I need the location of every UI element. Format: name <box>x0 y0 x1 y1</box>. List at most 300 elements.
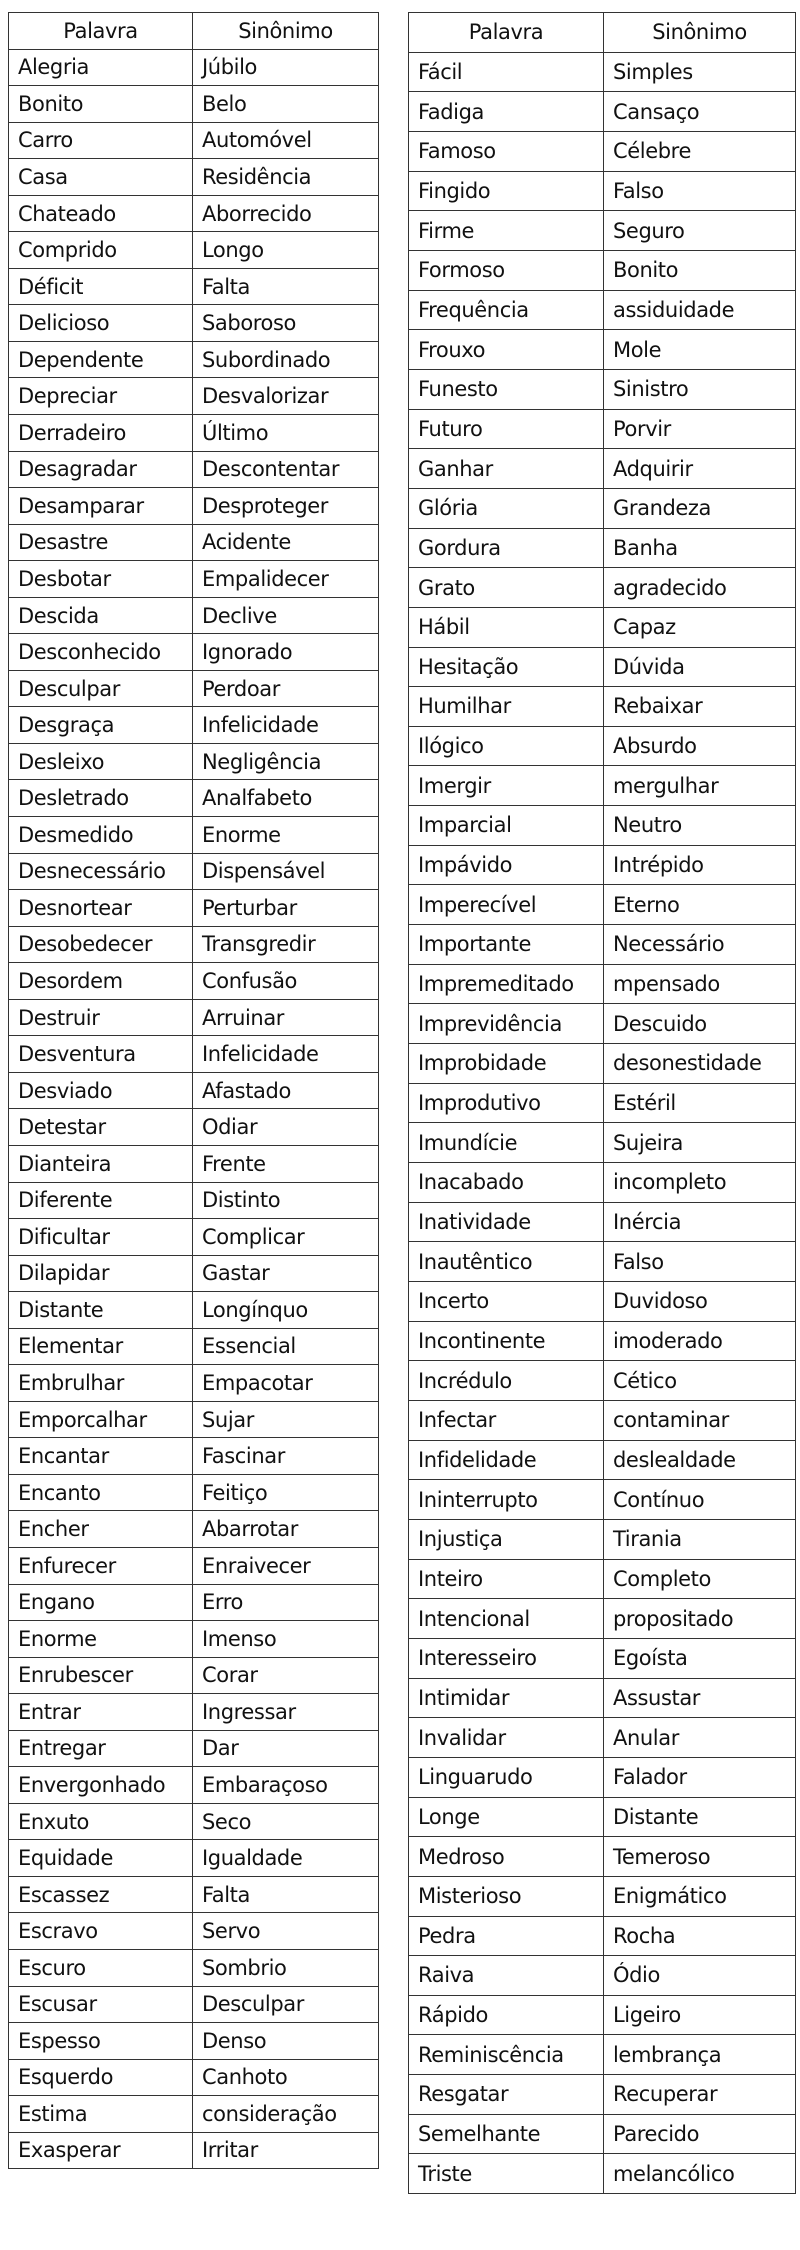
word-cell: Reminiscência <box>409 2035 604 2075</box>
table-row <box>9 2096 379 2133</box>
header-row <box>409 13 796 53</box>
word-cell: Desordem <box>9 963 193 1000</box>
word-cell: Envergonhado <box>9 1767 193 1804</box>
word-cell: Desconhecido <box>9 634 193 671</box>
word-cell: Frouxo <box>409 330 604 370</box>
word-cell: Desleixo <box>9 743 193 780</box>
word-cell: Desobedecer <box>9 926 193 963</box>
table-row <box>409 885 796 925</box>
word-cell: Esquerdo <box>9 2059 193 2096</box>
synonym-cell: Júbilo <box>193 49 379 86</box>
synonym-cell: Negligência <box>193 743 379 780</box>
table-row <box>9 926 379 963</box>
synonym-cell: Residência <box>193 159 379 196</box>
synonym-cell: Empalidecer <box>193 561 379 598</box>
table-row <box>9 743 379 780</box>
word-cell: Dificultar <box>9 1219 193 1256</box>
table-row <box>9 890 379 927</box>
word-cell: Escassez <box>9 1876 193 1913</box>
synonym-cell: Abarrotar <box>193 1511 379 1548</box>
synonym-cell: Mole <box>604 330 796 370</box>
table-row <box>9 1986 379 2023</box>
synonym-cell: Grandeza <box>604 488 796 528</box>
synonym-cell: Infelicidade <box>193 707 379 744</box>
table-row <box>9 1657 379 1694</box>
table-row <box>409 1638 796 1678</box>
word-cell: Desgraça <box>9 707 193 744</box>
word-cell: Invalidar <box>409 1718 604 1758</box>
table-row <box>9 1803 379 1840</box>
synonym-cell: Dúvida <box>604 647 796 687</box>
word-cell: Pedra <box>409 1916 604 1956</box>
word-cell: Injustiça <box>409 1519 604 1559</box>
word-cell: Exasperar <box>9 2132 193 2169</box>
word-cell: Firme <box>409 211 604 251</box>
word-cell: Embrulhar <box>9 1365 193 1402</box>
table-row <box>409 2075 796 2115</box>
table-row <box>9 378 379 415</box>
word-cell: Espesso <box>9 2023 193 2060</box>
synonym-cell: Cansaço <box>604 92 796 132</box>
table-row <box>9 817 379 854</box>
table-row <box>409 1440 796 1480</box>
word-cell: Intencional <box>409 1599 604 1639</box>
word-cell: Infidelidade <box>409 1440 604 1480</box>
table-row <box>9 561 379 598</box>
word-cell: Medroso <box>409 1837 604 1877</box>
table-row <box>409 726 796 766</box>
word-cell: Encantar <box>9 1438 193 1475</box>
synonym-cell: Ódio <box>604 1956 796 1996</box>
word-cell: Improdutivo <box>409 1083 604 1123</box>
synonym-cell: Arruinar <box>193 999 379 1036</box>
table-row <box>409 290 796 330</box>
word-cell: Linguarudo <box>409 1757 604 1797</box>
word-cell: Impremeditado <box>409 964 604 1004</box>
table-row <box>9 707 379 744</box>
synonym-cell: Recuperar <box>604 2075 796 2115</box>
word-cell: Formoso <box>409 250 604 290</box>
table-row <box>9 1694 379 1731</box>
table-row <box>409 766 796 806</box>
table-row <box>409 1718 796 1758</box>
synonym-cell: Aborrecido <box>193 195 379 232</box>
word-cell: Descida <box>9 597 193 634</box>
synonym-cell: Seguro <box>604 211 796 251</box>
word-cell: Imparcial <box>409 806 604 846</box>
word-cell: Misterioso <box>409 1876 604 1916</box>
synonym-cell: Denso <box>193 2023 379 2060</box>
table-row <box>409 528 796 568</box>
table-row <box>9 488 379 525</box>
synonym-cell: Necessário <box>604 925 796 965</box>
synonym-cell: Feitiço <box>193 1474 379 1511</box>
synonym-cell: Bonito <box>604 250 796 290</box>
synonym-table-right <box>408 12 796 2194</box>
table-row <box>9 1036 379 1073</box>
table-row <box>9 1292 379 1329</box>
table-row <box>409 964 796 1004</box>
word-cell: Enorme <box>9 1621 193 1658</box>
table-row <box>9 670 379 707</box>
synonym-cell: Descuido <box>604 1004 796 1044</box>
synonym-cell: Perdoar <box>193 670 379 707</box>
synonym-cell: Frente <box>193 1145 379 1182</box>
synonym-cell: Adquirir <box>604 449 796 489</box>
table-row <box>9 1145 379 1182</box>
table-row <box>9 597 379 634</box>
word-cell: Fadiga <box>409 92 604 132</box>
table-row <box>9 634 379 671</box>
synonym-cell: agradecido <box>604 568 796 608</box>
table-row <box>409 1044 796 1084</box>
table-row <box>409 171 796 211</box>
synonym-cell: contaminar <box>604 1400 796 1440</box>
word-cell: Escravo <box>9 1913 193 1950</box>
table-row <box>409 1519 796 1559</box>
synonym-cell: Essencial <box>193 1328 379 1365</box>
synonym-cell: Desculpar <box>193 1986 379 2023</box>
word-cell: Desviado <box>9 1072 193 1109</box>
table-row <box>409 449 796 489</box>
table-row <box>409 1163 796 1203</box>
word-cell: Incerto <box>409 1282 604 1322</box>
synonym-cell: Parecido <box>604 2114 796 2154</box>
synonym-cell: Intrépido <box>604 845 796 885</box>
word-cell: Ininterrupto <box>409 1480 604 1520</box>
header-synonym: Sinônimo <box>604 13 796 53</box>
synonym-cell: Egoísta <box>604 1638 796 1678</box>
synonym-cell: Temeroso <box>604 1837 796 1877</box>
word-cell: Raiva <box>409 1956 604 1996</box>
synonym-cell: Dar <box>193 1730 379 1767</box>
synonym-cell: Anular <box>604 1718 796 1758</box>
word-cell: Humilhar <box>409 687 604 727</box>
word-cell: Imundície <box>409 1123 604 1163</box>
word-cell: Distante <box>9 1292 193 1329</box>
word-cell: Funesto <box>409 369 604 409</box>
synonym-cell: imoderado <box>604 1321 796 1361</box>
table-row <box>409 1321 796 1361</box>
synonym-cell: Porvir <box>604 409 796 449</box>
table-row <box>9 999 379 1036</box>
table-row <box>409 488 796 528</box>
synonym-cell: Sujeira <box>604 1123 796 1163</box>
synonym-cell: Ignorado <box>193 634 379 671</box>
word-cell: Delicioso <box>9 305 193 342</box>
synonym-cell: Falta <box>193 1876 379 1913</box>
table-row <box>9 1876 379 1913</box>
word-cell: Equidade <box>9 1840 193 1877</box>
table-row <box>409 687 796 727</box>
table-row <box>9 1401 379 1438</box>
word-cell: Hesitação <box>409 647 604 687</box>
table-row <box>409 250 796 290</box>
table-row <box>9 1511 379 1548</box>
synonym-table-left <box>8 12 379 2169</box>
synonym-cell: deslealdade <box>604 1440 796 1480</box>
table-row <box>409 647 796 687</box>
word-cell: Casa <box>9 159 193 196</box>
synonym-cell: Ligeiro <box>604 1995 796 2035</box>
word-cell: Fácil <box>409 52 604 92</box>
word-cell: Importante <box>409 925 604 965</box>
table-row <box>409 1599 796 1639</box>
table-row <box>409 1995 796 2035</box>
table-row <box>9 86 379 123</box>
word-cell: Desnortear <box>9 890 193 927</box>
word-cell: Famoso <box>409 131 604 171</box>
table-row <box>9 1621 379 1658</box>
synonym-cell: Canhoto <box>193 2059 379 2096</box>
table-row <box>409 806 796 846</box>
word-cell: Entregar <box>9 1730 193 1767</box>
word-cell: Inatividade <box>409 1202 604 1242</box>
table-row <box>409 568 796 608</box>
table-row <box>409 2114 796 2154</box>
table-row <box>9 2023 379 2060</box>
synonym-cell: Corar <box>193 1657 379 1694</box>
word-cell: Engano <box>9 1584 193 1621</box>
synonym-cell: Eterno <box>604 885 796 925</box>
synonym-cell: Ingressar <box>193 1694 379 1731</box>
table-row <box>409 1559 796 1599</box>
table-row <box>409 607 796 647</box>
synonym-cell: Falso <box>604 171 796 211</box>
word-cell: Déficit <box>9 268 193 305</box>
word-cell: Rápido <box>409 1995 604 2035</box>
word-cell: Glória <box>409 488 604 528</box>
table-row <box>9 1584 379 1621</box>
synonym-cell: Simples <box>604 52 796 92</box>
synonym-cell: Estéril <box>604 1083 796 1123</box>
synonym-cell: Belo <box>193 86 379 123</box>
word-cell: Dilapidar <box>9 1255 193 1292</box>
synonym-cell: Absurdo <box>604 726 796 766</box>
synonym-cell: Falta <box>193 268 379 305</box>
synonym-cell: Seco <box>193 1803 379 1840</box>
word-cell: Imergir <box>409 766 604 806</box>
word-cell: Impávido <box>409 845 604 885</box>
table-row <box>9 1182 379 1219</box>
word-cell: Desmedido <box>9 817 193 854</box>
table-row <box>9 1767 379 1804</box>
word-cell: Incrédulo <box>409 1361 604 1401</box>
word-cell: Futuro <box>409 409 604 449</box>
table-row <box>9 2132 379 2169</box>
word-cell: Longe <box>409 1797 604 1837</box>
synonym-cell: Automóvel <box>193 122 379 159</box>
table-row <box>409 1083 796 1123</box>
table-row <box>9 1328 379 1365</box>
table-row <box>409 1797 796 1837</box>
synonym-cell: Analfabeto <box>193 780 379 817</box>
header-synonym: Sinônimo <box>193 13 379 50</box>
word-cell: Gordura <box>409 528 604 568</box>
synonym-cell: Infelicidade <box>193 1036 379 1073</box>
synonym-cell: Falador <box>604 1757 796 1797</box>
table-row <box>409 1202 796 1242</box>
synonym-cell: mpensado <box>604 964 796 1004</box>
table-row <box>409 1876 796 1916</box>
synonym-cell: Subordinado <box>193 341 379 378</box>
table-row <box>409 1361 796 1401</box>
synonym-cell: Gastar <box>193 1255 379 1292</box>
table-row <box>9 1255 379 1292</box>
word-cell: Chateado <box>9 195 193 232</box>
synonym-cell: Rocha <box>604 1916 796 1956</box>
table-row <box>409 369 796 409</box>
word-cell: Desletrado <box>9 780 193 817</box>
synonym-cell: Distante <box>604 1797 796 1837</box>
word-cell: Entrar <box>9 1694 193 1731</box>
synonym-cell: melancólico <box>604 2154 796 2194</box>
table-row <box>9 1438 379 1475</box>
word-cell: Inacabado <box>409 1163 604 1203</box>
table-row <box>409 330 796 370</box>
synonym-cell: Longo <box>193 232 379 269</box>
table-row <box>9 122 379 159</box>
word-cell: Semelhante <box>409 2114 604 2154</box>
table-row <box>9 1949 379 1986</box>
word-cell: Imprevidência <box>409 1004 604 1044</box>
word-cell: Alegria <box>9 49 193 86</box>
word-cell: Enxuto <box>9 1803 193 1840</box>
word-cell: Inautêntico <box>409 1242 604 1282</box>
synonym-cell: Duvidoso <box>604 1282 796 1322</box>
word-cell: Triste <box>409 2154 604 2194</box>
table-row <box>409 1757 796 1797</box>
word-cell: Fingido <box>409 171 604 211</box>
synonym-cell: Contínuo <box>604 1480 796 1520</box>
table-row <box>409 131 796 171</box>
word-cell: Desamparar <box>9 488 193 525</box>
table-row <box>9 780 379 817</box>
synonym-cell: lembrança <box>604 2035 796 2075</box>
synonym-cell: Completo <box>604 1559 796 1599</box>
table-row <box>9 524 379 561</box>
synonym-cell: Descontentar <box>193 451 379 488</box>
table-row <box>409 52 796 92</box>
word-cell: Infectar <box>409 1400 604 1440</box>
word-cell: Interesseiro <box>409 1638 604 1678</box>
synonym-cell: Irritar <box>193 2132 379 2169</box>
word-cell: Desnecessário <box>9 853 193 890</box>
word-cell: Bonito <box>9 86 193 123</box>
synonym-cell: Último <box>193 415 379 452</box>
word-cell: Imperecível <box>409 885 604 925</box>
table-row <box>9 195 379 232</box>
word-cell: Hábil <box>409 607 604 647</box>
synonym-cell: Falso <box>604 1242 796 1282</box>
table-row <box>9 853 379 890</box>
table-row <box>9 1474 379 1511</box>
table-row <box>409 1916 796 1956</box>
word-cell: Frequência <box>409 290 604 330</box>
synonym-cell: Rebaixar <box>604 687 796 727</box>
word-cell: Comprido <box>9 232 193 269</box>
word-cell: Grato <box>409 568 604 608</box>
table-row <box>409 1242 796 1282</box>
synonym-cell: mergulhar <box>604 766 796 806</box>
synonym-cell: Capaz <box>604 607 796 647</box>
synonym-cell: Sombrio <box>193 1949 379 1986</box>
word-cell: Derradeiro <box>9 415 193 452</box>
word-cell: Dianteira <box>9 1145 193 1182</box>
table-row <box>409 1956 796 1996</box>
table-row <box>409 1400 796 1440</box>
synonym-cell: Enraivecer <box>193 1547 379 1584</box>
synonym-cell: Complicar <box>193 1219 379 1256</box>
table-row <box>9 1072 379 1109</box>
word-cell: Destruir <box>9 999 193 1036</box>
synonym-cell: Desproteger <box>193 488 379 525</box>
word-cell: Desastre <box>9 524 193 561</box>
table-row <box>409 2154 796 2194</box>
table-row <box>9 1840 379 1877</box>
table-row <box>409 925 796 965</box>
synonym-cell: Inércia <box>604 1202 796 1242</box>
table-row <box>9 451 379 488</box>
table-row <box>409 1480 796 1520</box>
table-row <box>409 845 796 885</box>
word-cell: Escuro <box>9 1949 193 1986</box>
table-row <box>9 268 379 305</box>
synonym-cell: Declive <box>193 597 379 634</box>
word-cell: Encanto <box>9 1474 193 1511</box>
synonym-cell: Banha <box>604 528 796 568</box>
synonym-cell: Cético <box>604 1361 796 1401</box>
table-row <box>9 2059 379 2096</box>
synonym-cell: Confusão <box>193 963 379 1000</box>
synonym-cell: desonestidade <box>604 1044 796 1084</box>
word-cell: Enrubescer <box>9 1657 193 1694</box>
table-row <box>409 1837 796 1877</box>
word-cell: Emporcalhar <box>9 1401 193 1438</box>
word-cell: Desculpar <box>9 670 193 707</box>
synonym-cell: consideração <box>193 2096 379 2133</box>
header-word: Palavra <box>9 13 193 50</box>
table-row <box>9 1913 379 1950</box>
word-cell: Resgatar <box>409 2075 604 2115</box>
synonym-cell: Sinistro <box>604 369 796 409</box>
synonym-cell: Acidente <box>193 524 379 561</box>
word-cell: Ilógico <box>409 726 604 766</box>
synonym-cell: Odiar <box>193 1109 379 1146</box>
table-row <box>9 159 379 196</box>
word-cell: Inteiro <box>409 1559 604 1599</box>
table-row <box>9 415 379 452</box>
word-cell: Incontinente <box>409 1321 604 1361</box>
table-row <box>409 2035 796 2075</box>
synonym-cell: Saboroso <box>193 305 379 342</box>
synonym-cell: Sujar <box>193 1401 379 1438</box>
synonym-cell: Enorme <box>193 817 379 854</box>
synonym-cell: Distinto <box>193 1182 379 1219</box>
synonym-cell: Erro <box>193 1584 379 1621</box>
word-cell: Detestar <box>9 1109 193 1146</box>
table-row <box>9 341 379 378</box>
synonym-cell: Perturbar <box>193 890 379 927</box>
word-cell: Carro <box>9 122 193 159</box>
word-cell: Desagradar <box>9 451 193 488</box>
synonym-cell: Empacotar <box>193 1365 379 1402</box>
word-cell: Diferente <box>9 1182 193 1219</box>
word-cell: Desbotar <box>9 561 193 598</box>
table-row <box>9 305 379 342</box>
table-row <box>9 1730 379 1767</box>
synonym-cell: Neutro <box>604 806 796 846</box>
